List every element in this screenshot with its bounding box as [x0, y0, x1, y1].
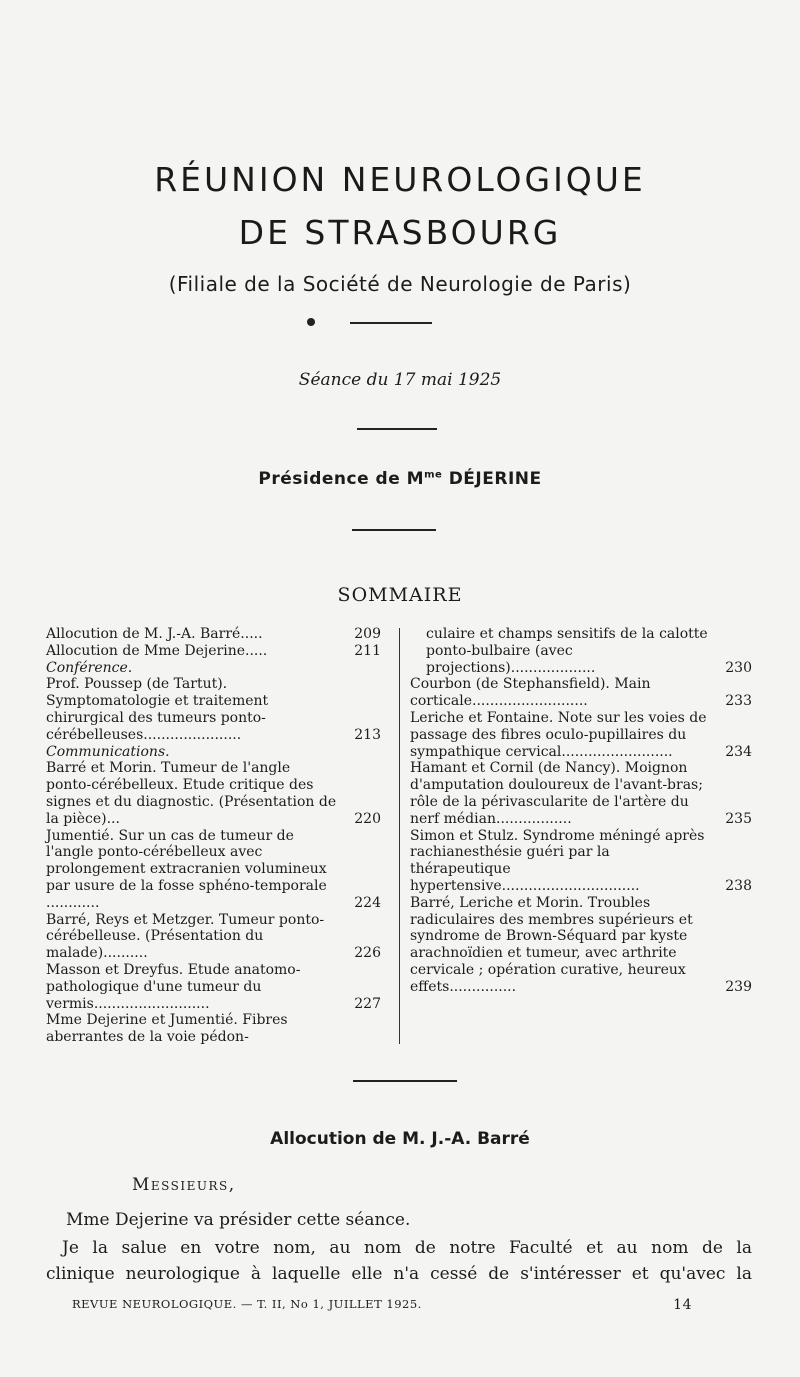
toc-entry: Hamant et Cornil (de Nancy). Moignon d'amputation douloureux de l'avant-bras; rôle de la périvascularite de l'artère du nerf médian................. 235: [410, 760, 752, 827]
sommaire-left-column: [46, 626, 381, 1046]
toc-entry: Masson et Dreyfus. Etude anatomo-pathologique d'une tumeur du vermis.......................... 227: [46, 961, 381, 1012]
toc-entry: Courbon (de Stephansfield). Main corticale.......................... 233: [410, 676, 752, 710]
seance-date: Séance du 17 mai 1925: [298, 370, 502, 390]
divider-rule: [352, 529, 436, 531]
toc-entry: Leriche et Fontaine. Note sur les voies de passage des fibres oculo-pupillaires du sympathique cervical......................... 234: [410, 709, 752, 760]
title-line-1: RÉUNION NEUROLOGIQUE: [154, 160, 646, 199]
toc-entry: Allocution de M. J.-A. Barré..... 209: [46, 626, 381, 642]
toc-section-heading: Conférence.: [46, 659, 133, 676]
sommaire-right-column: [410, 626, 752, 996]
toc-entry: Barré, Reys et Metzger. Tumeur ponto-cérébelleuse. (Présentation du malade).......... 226: [46, 911, 381, 962]
toc-entry: Barré, Leriche et Morin. Troubles radiculaires des membres supérieurs et syndrome de Brown-Séquard par kyste arachnoïdien et tumeur, avec arthrite cervicale ; opération curative, heureux effets............... 239: [410, 894, 752, 995]
toc-entry: culaire et champs sensitifs de la calotte ponto-bulbaire (avec projections)................... 230: [426, 626, 752, 676]
page-footer: [72, 1297, 692, 1313]
toc-entry: Simon et Stulz. Syndrome méningé après rachianesthésie guéri par la thérapeutique hypertensive............................... 238: [410, 827, 752, 894]
toc-entry: Prof. Poussep (de Tartut). Symptomatologie et traitement chirurgical des tumeurs ponto-cérébelleuses...................... 213: [46, 676, 381, 743]
toc-entry: Barré et Morin. Tumeur de l'angle ponto-cérébelleux. Etude critique des signes et du diagnostic. (Présentation de la pièce)... 220: [46, 760, 381, 827]
divider-rule: [357, 428, 437, 430]
journal-reference: REVUE NEUROLOGIQUE. — T. II, No 1, JUILLET 1925.: [72, 1297, 422, 1311]
divider-rule: [350, 322, 432, 324]
body-line: clinique neurologique à laquelle elle n'a cessé de s'intéresser et qu'avec la: [46, 1264, 752, 1284]
bullet-ornament: [307, 318, 315, 326]
allocution-title: Allocution de M. J.-A. Barré: [270, 1129, 530, 1149]
presidence: Présidence de $M^{me}$ DÉJERINE: [258, 469, 542, 489]
page-number: 14: [673, 1297, 692, 1313]
column-divider: [399, 628, 400, 1044]
subtitle: (Filiale de la Société de Neurologie de Paris): [168, 272, 632, 296]
toc-entry: Allocution de Mme Dejerine..... 211: [46, 642, 381, 659]
sommaire-heading: SOMMAIRE: [337, 584, 463, 606]
toc-entry: Jumentié. Sur un cas de tumeur de l'angle ponto-cérébelleux avec prolongement extracranien volumineux par usure de la fosse sphéno-temporale ............ 224: [46, 827, 381, 911]
divider-rule: [353, 1080, 457, 1082]
salutation: Messieurs,: [132, 1175, 236, 1195]
toc-section-heading: Communications.: [46, 743, 170, 760]
toc-entry: Mme Dejerine et Jumentié. Fibres aberrantes de la voie pédon-: [46, 1012, 288, 1046]
body-line: Mme Dejerine va présider cette séance.: [66, 1210, 411, 1230]
body-line: Je la salue en votre nom, au nom de notre Faculté et au nom de la: [62, 1238, 752, 1258]
title-line-2: DE STRASBOURG: [238, 213, 562, 252]
